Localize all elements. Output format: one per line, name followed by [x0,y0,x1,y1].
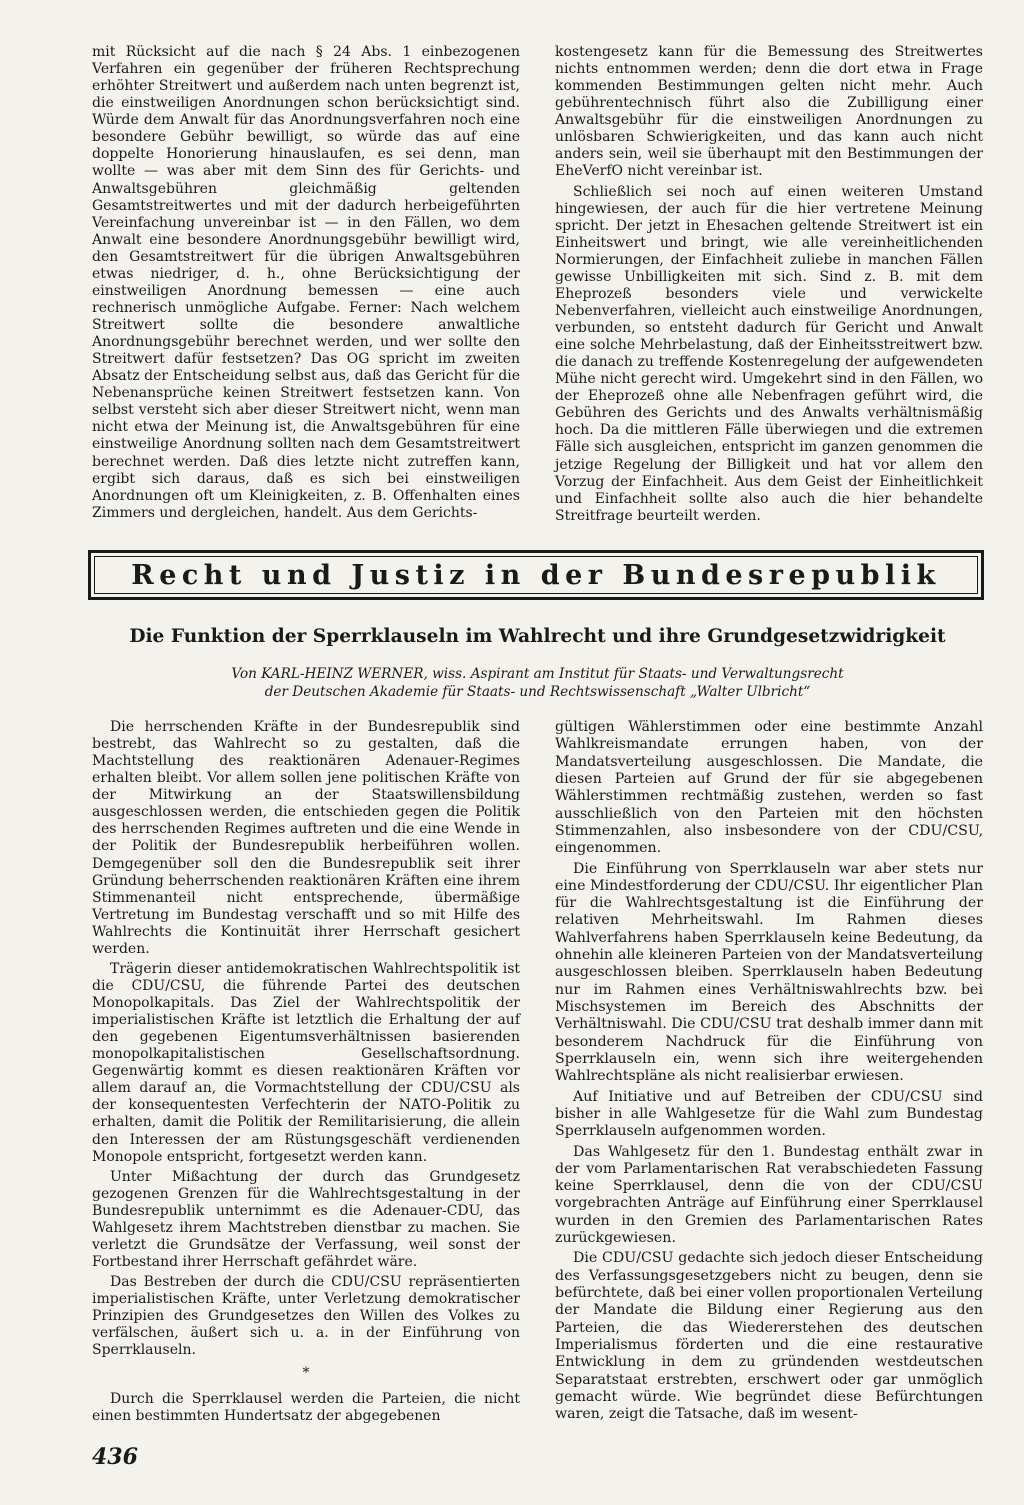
top-left-column [92,44,520,522]
paragraph: gültigen Wählerstimmen oder eine bestimmte Anzahl Wahlkreismandate errungen haben, von der Mandatsverteilung ausgeschlossen. Die Mandate, die diesen Parteien auf Grund der für sie abgegebenen Wählerstimmen rechtmäßig zustehen, werden so fast ausschließlich von den Parteien mit den höchsten Stimmenzahlen, also insbesondere von der CDU/CSU, eingenommen. [555,719,983,857]
article-left-column [92,719,520,1426]
paragraph: Trägerin dieser antidemokratischen Wahlrechtspolitik ist die CDU/CSU, die führende Partei des deutschen Monopolkapitals. Das Ziel der Wahlrechtspolitik der imperialistischen Kräfte ist letztlich die Erhaltung der auf den gegebenen Eigentumsverhältnissen basierenden monopolkapitalistischen Gesellschaftsordnung. Gegenwärtig kommt es diesen reaktionären Kräften vor allem darauf an, die Vormachtstellung der CDU/CSU als der konsequentesten Verfechterin der NATO-Politik zu erhalten, damit die Politik der Remilitarisierung, die allein den Interessen der am Rüstungsgeschäft verdienenden Monopole entspricht, fortgesetzt werden kann. [92,960,520,1165]
paragraph: Das Wahlgesetz für den 1. Bundestag enthält zwar in der vom Parlamentarischen Rat verabschiedeten Fassung keine Sperrklausel, denn die von der CDU/CSU vorgebrachten Anträge auf Einführung einer Sperrklausel wurden in den Gremien des Parlamentarischen Rates zurückgewiesen. [555,1143,983,1247]
section-separator: * [302,1365,310,1382]
article-byline [92,665,983,701]
section-title: Recht und Justiz in der Bundesrepublik [131,559,941,591]
paragraph: Unter Mißachtung der durch das Grundgesetz gezogenen Grenzen für die Wahlrechtsgestaltung in der Bundesrepublik unternimmt es die Adenauer-CDU, das Wahlgesetz ihrem Machtstreben dienstbar zu machen. Sie verletzt die Grundsätze der Verfassung, weil sonst der Fortbestand ihrer Herrschaft gefährdet wäre. [92,1168,520,1270]
paragraph: Die Einführung von Sperrklauseln war aber stets nur eine Mindestforderung der CDU/CSU. Ihr eigentlicher Plan für die Wahlrechtsgestaltung ist die Einführung der relativen Mehrheitswahl. Im Rahmen dieses Wahlverfahrens haben Sperrklauseln keine Bedeutung, da ohnehin alle kleineren Parteien von der Mandatsverteilung ausgeschlossen bleiben. Sperrklauseln haben Bedeutung nur im Rahmen eines Verhältniswahlrechts bzw. bei Mischsystemen im Bereich des Abschnitts der Verhältniswahl. Die CDU/CSU trat deshalb immer dann mit besonderem Nachdruck für die Einführung von Sperrklauseln ein, wenn sich ihre weitergehenden Wahlrechtspläne als nicht realisierbar erwiesen. [555,860,983,1085]
section-banner [88,550,984,600]
page-number: 436 [92,1444,138,1470]
paragraph: Schließlich sei noch auf einen weiteren Umstand hingewiesen, der auch für die hier vertretene Meinung spricht. Der jetzt in Ehesachen geltende Streitwert ist ein Einheitswert und bringt, wie alle vereinheitlichenden Normierungen, der Einfachheit zuliebe in manchen Fällen gewisse Unbilligkeiten mit sich. Sind z. B. mit dem Eheprozeß besonders viele und verwickelte Nebenverfahren, vielleicht auch einstweilige Anordnungen, verbunden, so entsteht dadurch für Gericht und Anwalt eine solche Mehrbelastung, daß der Einheitsstreitwert bzw. die danach zu treffende Kostenregelung der aufgewendeten Mühe nicht gerecht wird. Umgekehrt sind in den Fällen, wo der Eheprozeß ohne alle Nebenfragen geführt wird, die Gebühren des Gerichts und des Anwalts verhältnismäßig hoch. Da die mittleren Fälle überwiegen und die extremen Fälle sich ausgleichen, entspricht im ganzen genommen die jetzige Regelung der Billigkeit und hat vor allem den Vorzug der Einfachheit. Aus dem Geist der Einheitlichkeit und Einfachheit sollte also auch die hier behandelte Streitfrage beurteilt werden. [555,183,983,524]
article-headline: Die Funktion der Sperrklauseln im Wahlrecht und ihre Grundgesetzwidrigkeit [129,626,946,647]
paragraph: Die herrschenden Kräfte in der Bundesrepublik sind bestrebt, das Wahlrecht so zu gestalten, daß die Machtstellung des reaktionären Adenauer-Regimes erhalten bleibt. Vor allem sollen jene politischen Kräfte von der Mitwirkung an der Staatswillensbildung ausgeschlossen werden, die entschieden gegen die Politik des herrschenden Regimes auftreten und die eine Wende in der Politik der Bundesrepublik herbeiführen wollen. Demgegenüber soll den die Bundesrepublik seit ihrer Gründung beherrschenden reaktionären Kräften eine ihrem Stimmenanteil nicht entsprechende, übermäßige Vertretung im Bundestag verschafft und so mit Hilfe des Wahlrechts die Kontinuität ihrer Herrschaft gesichert werden. [92,719,520,957]
byline-line-2: der Deutschen Akademie für Staats- und Rechtswissenschaft „Walter Ulbricht“ [264,684,811,700]
article-right-column [555,719,983,1424]
paragraph: Die CDU/CSU gedachte sich jedoch dieser Entscheidung des Verfassungsgesetzgebers nicht zu beugen, denn sie befürchtete, daß bei einer vollen proportionalen Verteilung der Mandate die Bildung einer Regierung aus den Parteien, die das Wiedererstehen des deutschen Imperialismus förderten und die eine restaurative Entwicklung in dem zu gründenden westdeutschen Separatstaat erstrebten, erschwert oder gar unmöglich gemacht würde. Wie begründet diese Befürchtungen waren, zeigt die Tatsache, daß im wesent- [555,1250,983,1423]
top-right-column [555,44,983,525]
paragraph: Durch die Sperrklausel werden die Parteien, die nicht einen bestimmten Hundertsatz der abgegebenen [92,1391,520,1425]
paragraph: kostengesetz kann für die Bemessung des Streitwertes nichts entnommen werden; denn die dort etwa in Frage kommenden Bestimmungen gelten nicht mehr. Auch gebührentechnisch führt also die Zubilligung einer Anwaltsgebühr für die einstweiligen Anordnungen zu unlösbaren Schwierigkeiten, und das kann auch nicht anders sein, weil sie überhaupt mit den Bestimmungen der EheVerfO nicht vereinbar ist. [555,44,983,180]
paragraph: mit Rücksicht auf die nach § 24 Abs. 1 einbezogenen Verfahren ein gegenüber der früheren Rechtsprechung erhöhter Streitwert und außerdem nach unten begrenzt ist, die einstweiligen Anordnungen schon berücksichtigt sind. Würde dem Anwalt für das Anordnungsverfahren noch eine besondere Gebühr bewilligt, so würde das auf eine doppelte Honorierung hinauslaufen, es sei denn, man wollte — was aber mit dem Sinn des für Gerichts- und Anwaltsgebühren gleichmäßig geltenden Gesamtstreitwertes und mit der dadurch herbeigeführten Vereinfachung unvereinbar ist — in den Fällen, wo dem Anwalt eine besondere Anordnungsgebühr bewilligt wird, den Gesamtstreitwert für die übrigen Anwaltsgebühren etwas niedriger, d. h., ohne Berücksichtigung der einstweiligen Anordnung bemessen — eine auch rechnerisch unmögliche Aufgabe. Ferner: Nach welchem Streitwert sollte die besondere anwaltliche Anordnungsgebühr berechnet werden, und wer sollte den Streitwert dafür festsetzen? Das OG spricht im zweiten Absatz der Entscheidung selbst aus, daß das Gericht für die Nebenansprüche keinen Streitwert festsetzen kann. Von selbst versteht sich aber dieser Streitwert nicht, wenn man nicht etwa der Meinung ist, die Anwaltsgebühren für eine einstweilige Anordnung sollten nach dem Gesamtstreitwert berechnet werden. Daß dies letzte nicht zutreffen kann, ergibt sich daraus, daß es sich bei einstweiligen Anordnungen oft um Kleinigkeiten, z. B. Offenhalten eines Zimmers und dergleichen, handelt. Aus dem Gerichts- [92,44,520,521]
paragraph: Das Bestreben der durch die CDU/CSU repräsentierten imperialistischen Kräfte, unter Verletzung demokratischer Prinzipien des Grundgesetzes den Willen des Volkes zu verfälschen, äußert sich u. a. in der Einführung von Sperrklauseln. [92,1274,520,1359]
byline-line-1: Von KARL-HEINZ WERNER, wiss. Aspirant am Institut für Staats- und Verwaltungsrecht [231,666,844,682]
section-banner-inner-frame [94,556,978,594]
paragraph: Auf Initiative und auf Betreiben der CDU/CSU sind bisher in alle Wahlgesetze für die Wahl zum Bundestag Sperrklauseln aufgenommen worden. [555,1088,983,1140]
